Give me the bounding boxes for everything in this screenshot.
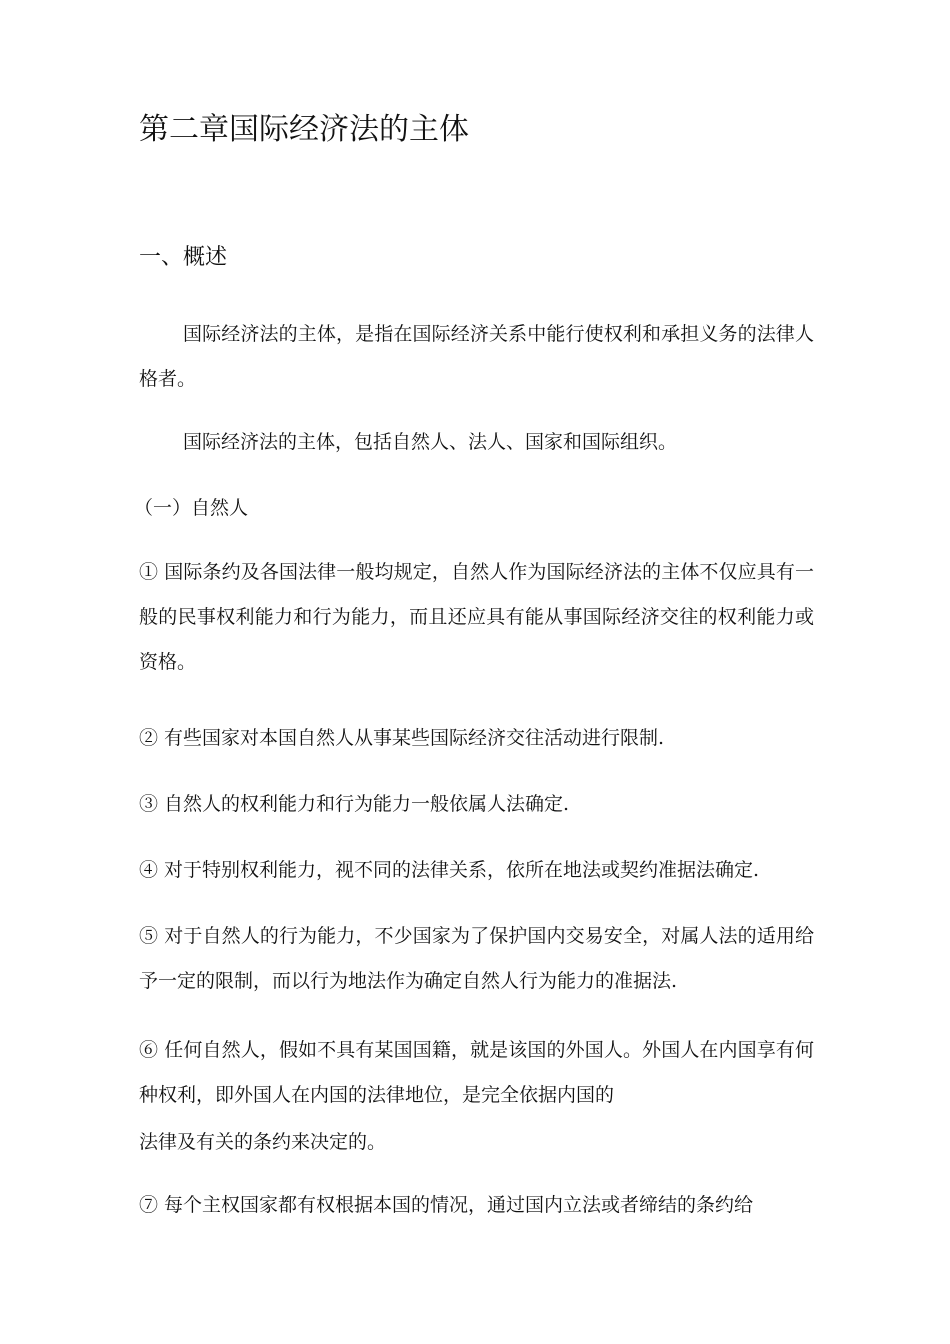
subsection-heading: （一）自然人	[134, 497, 249, 519]
list-item-1: ① 国际条约及各国法律一般均规定，自然人作为国际经济法的主体不仅应具有一般的民事权利能力和行为能力，而且还应具有能从事国际经济交往的权利能力或资格。	[139, 561, 814, 673]
chapter-title: 第二章国际经济法的主体	[139, 112, 469, 147]
list-item-7: ⑦ 每个主权国家都有权根据本国的情况，通过国内立法或者缔结的条约给	[139, 1194, 754, 1216]
section-heading: 一、概述	[139, 245, 228, 270]
list-item-2: ② 有些国家对本国自然人从事某些国际经济交往活动进行限制.	[139, 727, 665, 749]
paragraph-definition: 国际经济法的主体，是指在国际经济关系中能行使权利和承担义务的法律人格者。	[139, 323, 814, 390]
list-item-6-continued: 法律及有关的条约来决定的。	[139, 1131, 387, 1153]
list-item-3: ③ 自然人的权利能力和行为能力一般依属人法确定.	[139, 793, 570, 815]
paragraph-subjects: 国际经济法的主体，包括自然人、法人、国家和国际组织。	[183, 431, 678, 453]
list-item-6: ⑥ 任何自然人，假如不具有某国国籍，就是该国的外国人。外国人在内国享有何种权利，即外国人在内国的法律地位，是完全依据内国的	[139, 1039, 814, 1106]
list-item-5: ⑤ 对于自然人的行为能力，不少国家为了保护国内交易安全，对属人法的适用给予一定的限制，而以行为地法作为确定自然人行为能力的准据法.	[139, 925, 814, 992]
list-item-4: ④ 对于特别权利能力，视不同的法律关系，依所在地法或契约准据法确定.	[139, 859, 760, 881]
